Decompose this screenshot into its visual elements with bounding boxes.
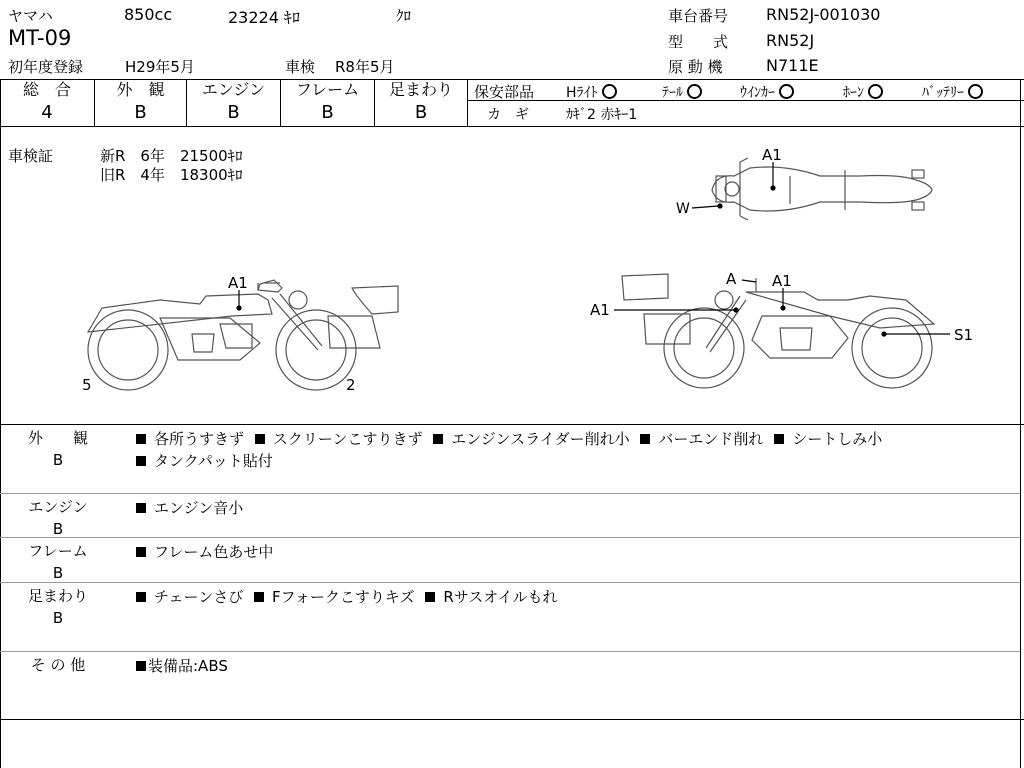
remark-item: チェーンさび (154, 588, 244, 606)
remark-item: フレーム色あせ中 (154, 543, 274, 561)
ok-circle-icon (602, 84, 617, 99)
remark-item: バーエンド削れ (658, 430, 764, 448)
category-label: エンジン (28, 498, 88, 516)
grade-value: B (414, 102, 428, 123)
remark-item: Rサスオイルもれ (443, 588, 558, 606)
bullet-square-icon (640, 434, 650, 444)
grade-value: 4 (41, 102, 53, 123)
remarks-divider (0, 537, 1020, 538)
displacement: 850cc (124, 5, 173, 24)
bullet-square-icon (136, 503, 146, 513)
grade-label: 足まわり (388, 80, 453, 99)
grade-overall (0, 80, 94, 124)
bullet-square-icon (136, 547, 146, 557)
ok-circle-icon (687, 84, 702, 99)
mark-label: S1 (954, 326, 974, 344)
safety-item-battery (922, 82, 983, 102)
grade-value: B (134, 102, 147, 123)
grade-label: エンジン (201, 80, 266, 99)
remarks-divider (0, 651, 1020, 652)
safety-item-label: Hﾗｲﾄ (566, 85, 598, 101)
ok-circle-icon (779, 84, 794, 99)
category-grade: B (52, 451, 64, 469)
bullet-square-icon (136, 661, 146, 671)
safety-item-label: ﾊﾞｯﾃﾘｰ (922, 85, 964, 101)
safety-item-headlight (566, 82, 617, 102)
grade-label: 外 観 (116, 80, 165, 99)
grade-divider (467, 79, 468, 126)
mark-label: A (726, 270, 737, 288)
mark-label: W (676, 201, 690, 217)
model-name: MT-09 (8, 26, 72, 50)
inspection-label: 車検 (285, 58, 316, 76)
inspection-new: 新R 6年 21500ｷﾛ (100, 147, 243, 165)
grade-label: 総 合 (22, 80, 71, 99)
inspection-old: 旧R 4年 18300ｷﾛ (100, 166, 243, 184)
bullet-square-icon (255, 434, 265, 444)
model-type-label: 型 式 (668, 33, 729, 51)
safety-item-tail (662, 82, 702, 102)
first-registration-label: 初年度登録 (8, 58, 84, 76)
grade-label: フレーム (295, 80, 360, 99)
frame-number-value: RN52J-001030 (766, 5, 881, 24)
model-type-value: RN52J (766, 31, 815, 50)
remark-line (136, 497, 249, 518)
safety-item-winker (740, 82, 794, 102)
motorcycle-left-view (88, 280, 398, 390)
category-label: 外 観 (27, 429, 88, 447)
grade-value: B (321, 102, 334, 123)
remark-item: 各所うすきず (154, 430, 245, 448)
remark-item: 装備品:ABS (148, 657, 228, 675)
key-label: カ ギ (487, 107, 529, 123)
motorcycle-top-view (712, 158, 932, 220)
engine-model-label: 原 動 機 (668, 58, 723, 76)
first-registration-value: H29年5月 (125, 58, 195, 76)
remarks-divider (0, 493, 1020, 494)
mark-label: A1 (772, 272, 792, 290)
grade-table-bottom-border (0, 126, 1024, 127)
safety-item-label: ﾎｰﾝ (843, 85, 864, 101)
remark-line (136, 655, 234, 676)
remark-line (136, 541, 279, 562)
inspection-value: R8年5月 (335, 58, 395, 76)
remark-category-frame (8, 540, 108, 584)
ok-circle-icon (968, 84, 983, 99)
safety-item-label: ｳｲﾝｶｰ (740, 85, 775, 101)
engine-model-value: N711E (766, 56, 819, 75)
remark-category-engine (8, 496, 108, 540)
remark-line (136, 428, 888, 449)
bullet-square-icon (136, 434, 146, 444)
bullet-square-icon (254, 592, 264, 602)
remark-item: スクリーンこすりきず (272, 430, 423, 448)
frame-number-label: 車台番号 (668, 7, 729, 25)
remark-item: エンジンスライダー削れ小 (451, 430, 630, 448)
mark-label: 2 (346, 376, 356, 394)
motorcycle-right-view (622, 274, 934, 388)
damage-diagram (0, 128, 1020, 424)
category-label: そ の 他 (30, 656, 86, 674)
mark-label: A1 (228, 274, 248, 292)
category-label: フレーム (28, 542, 88, 560)
grade-value: B (227, 102, 240, 123)
bullet-square-icon (136, 456, 146, 466)
mark-label: A1 (762, 146, 782, 164)
grade-frame (281, 80, 374, 124)
remark-item: タンクパット貼付 (154, 452, 273, 470)
safety-parts-label: 保安部品 (474, 83, 535, 101)
remark-item: シートしみ小 (792, 430, 883, 448)
safety-item-horn (843, 82, 883, 102)
bullet-square-icon (136, 592, 146, 602)
key-value: ｶｷﾞ2 赤ｷｰ1 (566, 107, 638, 123)
remark-category-other (8, 654, 108, 676)
grade-engine (187, 80, 280, 124)
mileage: 23224 ｷﾛ (228, 8, 300, 27)
remarks-top-border (0, 424, 1024, 425)
category-grade: B (52, 564, 64, 582)
vehicle-inspection-label: 車検証 (8, 147, 54, 165)
remark-category-suspension (8, 585, 108, 629)
category-grade: B (52, 520, 64, 538)
color: ｸﾛ (396, 7, 412, 25)
mark-label: 5 (82, 376, 92, 394)
category-grade: B (52, 609, 64, 627)
remark-item: Fフォークこすりキズ (272, 588, 415, 606)
remarks-bottom-border (0, 719, 1024, 720)
safety-item-label: ﾃｰﾙ (662, 85, 683, 101)
ok-circle-icon (868, 84, 883, 99)
remark-item: エンジン音小 (154, 499, 244, 517)
mark-label: A1 (590, 301, 610, 319)
bullet-square-icon (433, 434, 443, 444)
grade-exterior (95, 80, 186, 124)
remark-line (136, 450, 279, 471)
bullet-square-icon (774, 434, 784, 444)
maker: ヤマハ (8, 7, 53, 25)
top-view-marks (692, 162, 775, 208)
bullet-square-icon (425, 592, 435, 602)
category-label: 足まわり (27, 587, 88, 605)
grade-suspension (375, 80, 467, 124)
remarks-divider (0, 582, 1020, 583)
remark-category-exterior (8, 427, 108, 471)
remark-line (136, 586, 564, 607)
left-view-marks (237, 290, 241, 310)
